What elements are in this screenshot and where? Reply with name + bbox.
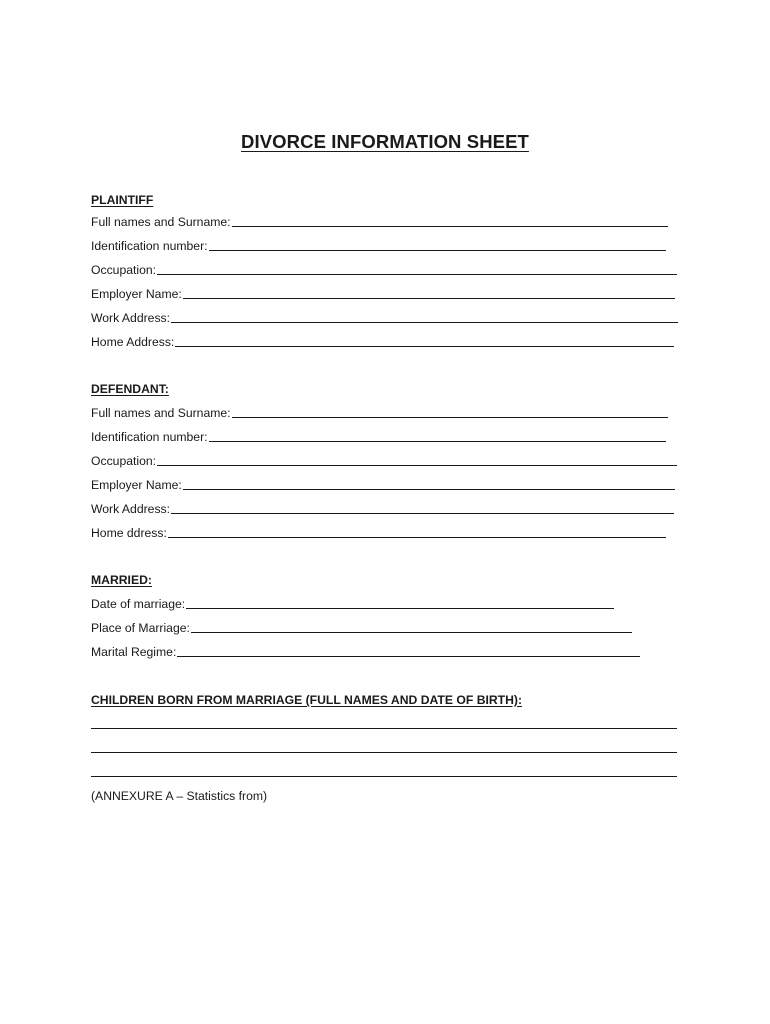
field-label: Occupation: <box>91 454 157 468</box>
fill-in-line[interactable] <box>157 274 677 275</box>
fill-in-line[interactable] <box>175 346 674 347</box>
fill-in-line[interactable] <box>232 417 668 418</box>
field-label: Marital Regime: <box>91 645 177 659</box>
field-label: Work Address: <box>91 311 171 325</box>
field-label: Identification number: <box>91 430 208 444</box>
field-label: Place of Marriage: <box>91 621 190 635</box>
plaintiff-employer-field <box>91 286 675 302</box>
field-label: Employer Name: <box>91 478 182 492</box>
document-title: DIVORCE INFORMATION SHEET <box>241 131 529 152</box>
fill-in-line[interactable] <box>186 608 614 609</box>
field-label: Home ddress: <box>91 526 167 540</box>
marital-regime-field <box>91 644 640 660</box>
plaintiff-full-names-field <box>91 214 668 230</box>
fill-in-line[interactable] <box>209 441 666 442</box>
defendant-occupation-field <box>91 453 677 469</box>
date-of-marriage-field <box>91 596 614 612</box>
fill-in-line[interactable] <box>171 513 674 514</box>
field-label: Full names and Surname: <box>91 215 231 229</box>
plaintiff-occupation-field <box>91 262 677 278</box>
fill-in-line[interactable] <box>183 489 675 490</box>
field-label: Home Address: <box>91 335 175 349</box>
field-label: Identification number: <box>91 239 208 253</box>
children-heading: CHILDREN BORN FROM MARRIAGE (FULL NAMES AND DATE OF BIRTH): <box>91 693 523 707</box>
children-line-1[interactable] <box>91 728 677 729</box>
fill-in-line[interactable] <box>177 656 640 657</box>
fill-in-line[interactable] <box>183 298 675 299</box>
fill-in-line[interactable] <box>171 322 678 323</box>
fill-in-line[interactable] <box>209 250 666 251</box>
field-label: Employer Name: <box>91 287 182 301</box>
annexure-note: (ANNEXURE A – Statistics from) <box>91 789 268 803</box>
defendant-home-address-field <box>91 525 666 541</box>
place-of-marriage-field <box>91 620 632 636</box>
defendant-heading: DEFENDANT: <box>91 382 169 396</box>
fill-in-line[interactable] <box>157 465 677 466</box>
fill-in-line[interactable] <box>168 537 666 538</box>
fill-in-line[interactable] <box>232 226 668 227</box>
field-label: Date of marriage: <box>91 597 186 611</box>
fill-in-line[interactable] <box>191 632 632 633</box>
married-heading: MARRIED: <box>91 573 152 587</box>
defendant-identification-field <box>91 429 666 445</box>
plaintiff-home-address-field <box>91 334 674 350</box>
children-line-2[interactable] <box>91 752 677 753</box>
field-label: Occupation: <box>91 263 157 277</box>
field-label: Work Address: <box>91 502 171 516</box>
plaintiff-identification-field <box>91 238 666 254</box>
defendant-full-names-field <box>91 405 668 421</box>
field-label: Full names and Surname: <box>91 406 231 420</box>
plaintiff-heading: PLAINTIFF <box>91 193 154 207</box>
defendant-employer-field <box>91 477 675 493</box>
defendant-work-address-field <box>91 501 674 517</box>
children-line-3[interactable] <box>91 776 677 777</box>
plaintiff-work-address-field <box>91 310 678 326</box>
